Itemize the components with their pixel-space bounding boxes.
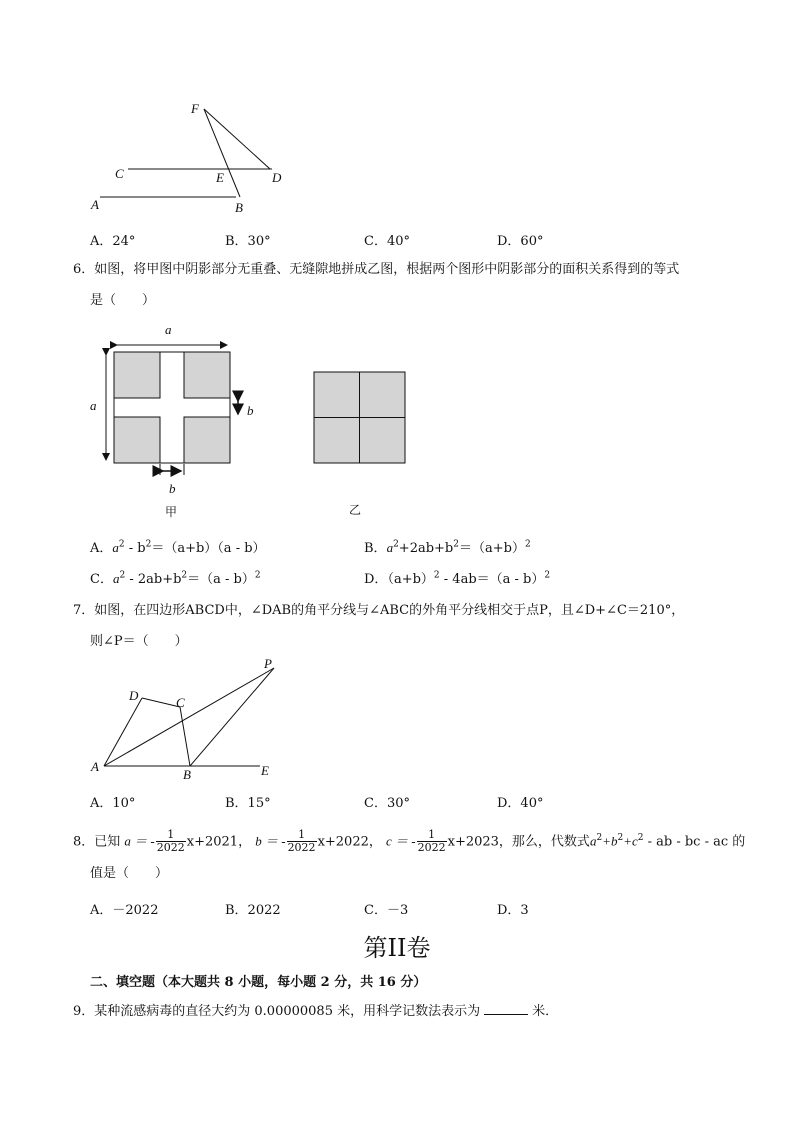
q6-label-b-bottom: b <box>169 481 176 496</box>
line-dc <box>142 698 180 707</box>
label-f: F <box>191 101 199 116</box>
section-fill-in: 二、填空题（本大题共 8 小题，每小题 2 分，共 16 分） <box>90 975 427 990</box>
label-b: B <box>235 200 243 215</box>
q8-option-a: A．－2022 <box>90 903 159 918</box>
q7-label-c: C <box>176 695 185 710</box>
line-ap <box>104 668 274 766</box>
q6-stem-line1: 6．如图，将甲图中阴影部分无重叠、无缝隙地拼成乙图，根据两个图形中阴影部分的面积关系得到的等式 <box>73 262 680 277</box>
figure-q5 <box>80 95 300 225</box>
frac-b: $\frac{1}{2022}$ <box>287 828 316 855</box>
jia-shade-top-right <box>184 352 230 398</box>
part2-title: 第II卷 <box>363 934 431 962</box>
q6-option-a: A．$a^2 - b^2=(a+b)(a - b)$ <box>90 539 266 556</box>
figure-q6 <box>95 335 425 485</box>
q6-option-b: B．$a^2+2ab+b^2=(a+b)^2$ <box>364 539 531 556</box>
jia-shade-top-left <box>114 352 160 398</box>
q7-label-a: A <box>91 759 99 774</box>
q6-option-c: C．$a^2 - 2ab+b^2=(a - b)^2$ <box>90 570 261 587</box>
q5-option-c: C．40° <box>364 234 410 249</box>
jia-shade-bottom-right <box>184 417 230 463</box>
q7-stem-line2: 则∠P＝（ ） <box>90 634 188 649</box>
q7-label-p: P <box>264 656 272 671</box>
frac-a: $\frac{1}{2022}$ <box>156 828 185 855</box>
q6-stem-line2: 是（ ） <box>90 293 156 308</box>
q7-label-d: D <box>129 688 139 703</box>
q6-label-a-top: a <box>165 322 172 337</box>
q8-option-d: D．3 <box>497 903 529 918</box>
q7-option-a: A．10° <box>90 796 136 811</box>
line-bp <box>190 668 274 766</box>
q7-option-b: B．15° <box>225 796 271 811</box>
q8-stem-line1: 8．已知 a ＝ - $\frac{1}{2022}$ x+2021， b ＝ - $\frac{1}{2022}$ x+2022， c ＝ - $\frac{1}{2022}$ x+2023，那么，代数式$a^2+b^2+c^2$ - ab - bc - ac 的 <box>73 828 746 855</box>
q9-stem: 9．某种流感病毒的直径大约为 0.00000085 米，用科学记数法表示为 米． <box>73 1004 559 1019</box>
jia-shade-bottom-left <box>114 417 160 463</box>
q6-option-d: D．$(a+b)^2 - 4ab=(a - b)^2$ <box>364 570 551 587</box>
q5-option-b: B．30° <box>225 234 271 249</box>
q8-option-b: B．2022 <box>225 903 281 918</box>
q5-option-d: D．60° <box>497 234 544 249</box>
figure-q7 <box>95 655 295 775</box>
q7-label-b: B <box>183 767 191 782</box>
line-fd <box>204 109 270 169</box>
q7-option-d: D．40° <box>497 796 544 811</box>
q7-stem-line1: 7．如图，在四边形ABCD中，∠DAB的角平分线与∠ABC的外角平分线相交于点P，且∠D+∠C＝210°， <box>73 603 685 618</box>
q8-option-c: C．－3 <box>364 903 409 918</box>
q6-label-b-right: b <box>247 403 254 418</box>
line-cb <box>180 707 190 766</box>
caption-jia: 甲 <box>165 505 178 519</box>
q7-label-e: E <box>261 763 269 778</box>
q7-option-c: C．30° <box>364 796 410 811</box>
frac-c: $\frac{1}{2022}$ <box>417 828 446 855</box>
label-e: E <box>216 170 224 185</box>
label-d: D <box>272 170 282 185</box>
q9-answer-blank[interactable] <box>484 1002 528 1015</box>
label-a: A <box>91 197 99 212</box>
caption-yi: 乙 <box>349 503 362 517</box>
label-c: C <box>115 166 124 181</box>
q5-option-a: A．24° <box>90 234 136 249</box>
q8-stem-line2: 值是（ ） <box>90 866 169 881</box>
q6-label-a-left: a <box>90 398 97 413</box>
line-ad <box>104 698 142 766</box>
